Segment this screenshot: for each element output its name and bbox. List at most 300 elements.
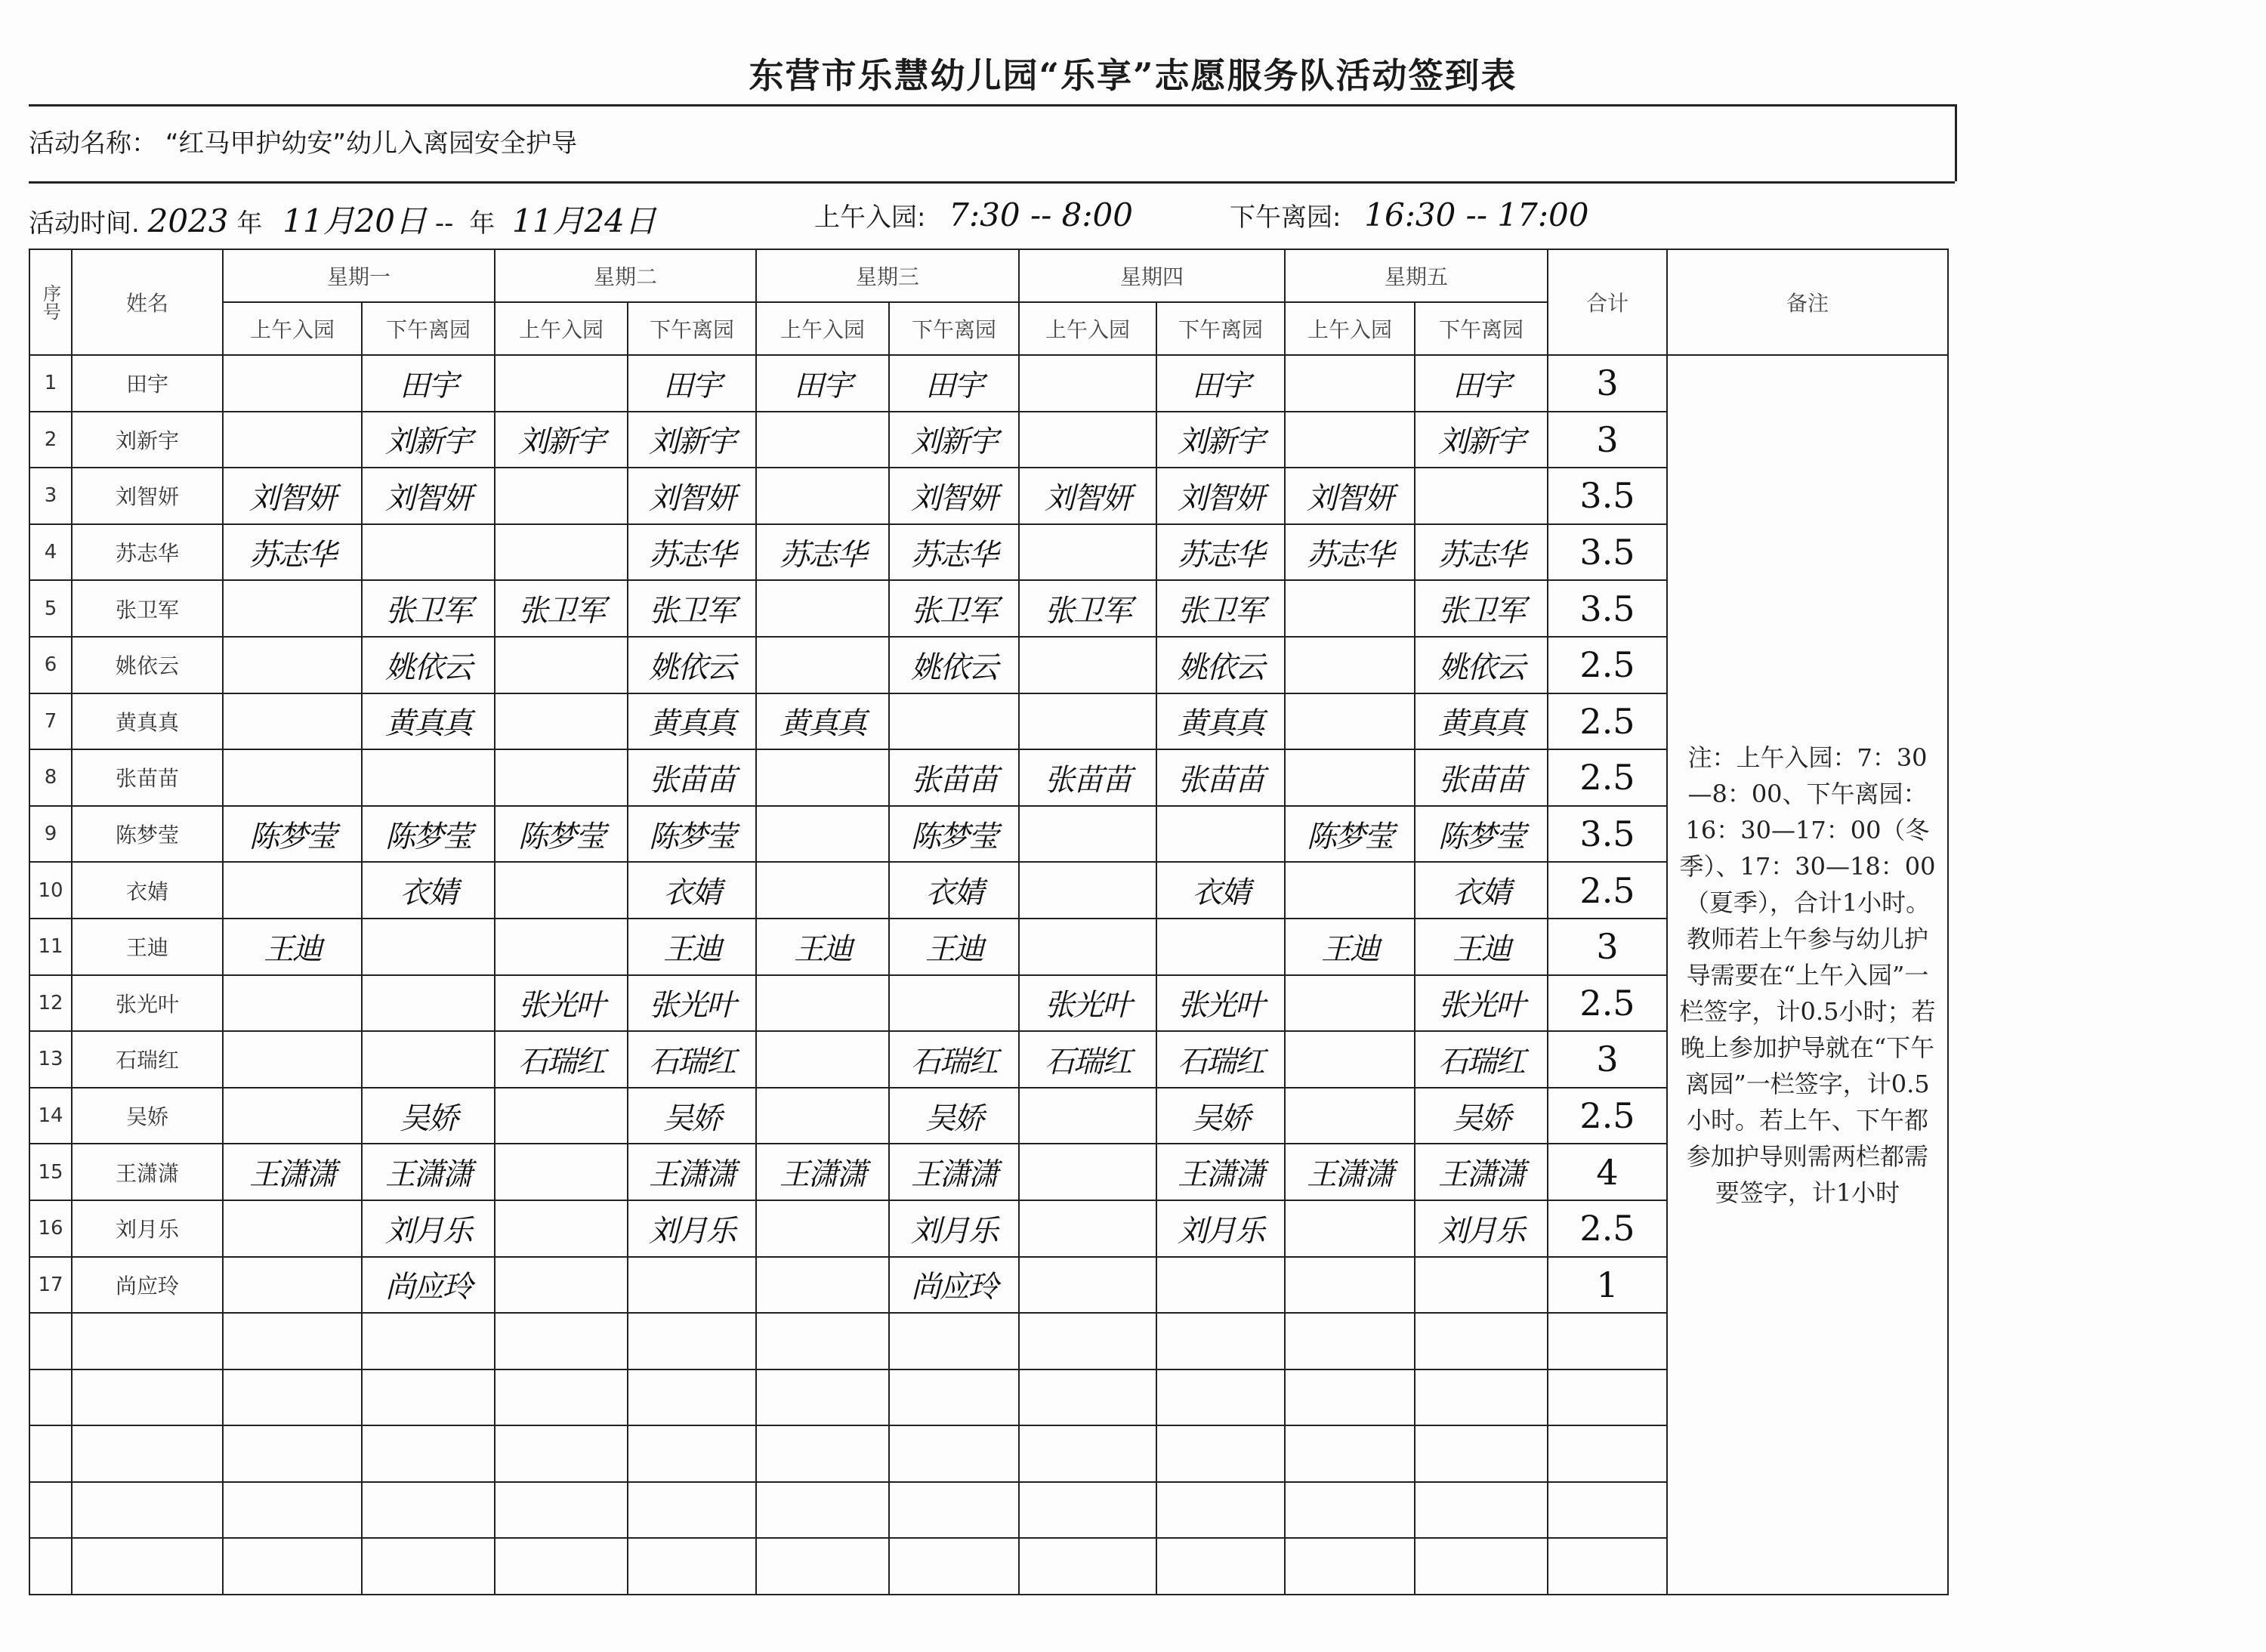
signature-cell: 刘智妍 [1019,468,1156,524]
signature-cell [223,1257,362,1314]
empty-cell [889,1313,1019,1369]
empty-cell [1156,1482,1285,1539]
signature-cell: 张卫军 [362,580,495,637]
volunteer-name: 张卫军 [72,580,223,637]
empty-cell [1415,1425,1548,1482]
table-row [29,1088,1948,1144]
empty-cell [628,1313,756,1369]
pm-departure-time [1230,196,1588,233]
signature-cell [1019,806,1156,863]
pm-departure-label: 下午离园: [1230,202,1341,233]
empty-cell [223,1313,362,1369]
page-title: 东营市乐慧幼儿园“乐享”志愿服务队活动签到表 [749,55,1517,96]
signature-cell: 苏志华 [1415,524,1548,581]
signature-cell: 田宇 [628,355,756,412]
empty-cell [1548,1538,1667,1595]
signature-cell: 吴娇 [1156,1088,1285,1144]
signature-cell [1019,355,1156,412]
signature-cell: 王迪 [223,919,362,975]
activity-date-dash: -- [434,208,454,239]
am-arrival-value: 7:30 -- 8:00 [949,196,1133,233]
signature-cell: 刘新宇 [1415,412,1548,468]
signature-cell: 刘月乐 [362,1200,495,1257]
row-number: 4 [29,524,72,581]
signature-cell: 姚依云 [889,637,1019,693]
volunteer-name: 刘智妍 [72,468,223,524]
signature-cell: 苏志华 [628,524,756,581]
table-row [29,1031,1948,1088]
row-number: 3 [29,468,72,524]
empty-cell [72,1425,223,1482]
signature-cell [1285,1200,1415,1257]
signature-cell: 衣婧 [628,862,756,919]
empty-cell [889,1482,1019,1539]
signature-cell: 姚依云 [1156,637,1285,693]
hours-total: 3 [1548,919,1667,975]
empty-cell [889,1425,1019,1482]
signature-cell: 张苗苗 [1019,749,1156,806]
signature-cell [756,580,889,637]
signature-cell: 苏志华 [223,524,362,581]
signature-cell [1415,468,1548,524]
signature-cell [362,919,495,975]
table-row [29,580,1948,637]
row-number: 15 [29,1144,72,1200]
subheader-pm-2: 下午离园 [628,302,756,355]
signature-cell: 衣婧 [362,862,495,919]
signature-cell: 黄真真 [628,693,756,750]
signature-cell: 张卫军 [1415,580,1548,637]
table-row [29,637,1948,693]
signature-cell [1019,524,1156,581]
signature-cell [1285,637,1415,693]
row-number: 14 [29,1088,72,1144]
hours-total: 2.5 [1548,749,1667,806]
activity-name-divider [29,181,1955,184]
subheader-am-4: 上午入园 [1019,302,1156,355]
signature-cell [756,1088,889,1144]
signature-cell: 陈梦莹 [223,806,362,863]
row-number: 16 [29,1200,72,1257]
signature-cell: 刘智妍 [889,468,1019,524]
volunteer-name: 刘月乐 [72,1200,223,1257]
signature-cell [1285,693,1415,750]
row-number: 11 [29,919,72,975]
header-box-right-border [1955,104,1957,181]
am-arrival-time [814,196,1133,233]
empty-cell [1019,1313,1156,1369]
empty-cell [1019,1482,1156,1539]
empty-cell [495,1425,628,1482]
signature-cell [756,749,889,806]
signature-cell [756,412,889,468]
signature-cell: 刘新宇 [495,412,628,468]
signature-cell: 王潇潇 [1415,1144,1548,1200]
hours-total: 2.5 [1548,1088,1667,1144]
day-header-wed: 星期三 [756,249,1019,302]
volunteer-name: 尚应玲 [72,1257,223,1314]
signature-cell: 吴娇 [1415,1088,1548,1144]
signature-cell: 王潇潇 [1156,1144,1285,1200]
signature-cell [495,1200,628,1257]
subheader-am-5: 上午入园 [1285,302,1415,355]
table-row [29,1200,1948,1257]
signature-cell: 刘月乐 [889,1200,1019,1257]
signature-cell: 刘新宇 [362,412,495,468]
row-number: 12 [29,975,72,1032]
empty-cell [1285,1425,1415,1482]
signature-cell [223,412,362,468]
signature-cell: 石瑞红 [889,1031,1019,1088]
empty-row [29,1538,1948,1595]
hours-total: 2.5 [1548,637,1667,693]
signature-cell [495,468,628,524]
table-row [29,1144,1948,1200]
table-row [29,1257,1948,1314]
signature-cell [223,1200,362,1257]
signature-cell [1415,1257,1548,1314]
empty-cell [72,1482,223,1539]
empty-cell [72,1538,223,1595]
signature-cell [495,637,628,693]
volunteer-name: 王潇潇 [72,1144,223,1200]
signature-cell: 陈梦莹 [889,806,1019,863]
empty-cell [1156,1538,1285,1595]
signature-cell: 田宇 [362,355,495,412]
row-number: 7 [29,693,72,750]
signature-cell: 张卫军 [495,580,628,637]
signature-cell: 王迪 [889,919,1019,975]
remark-header: 备注 [1667,249,1948,355]
signature-cell [1285,862,1415,919]
signature-cell: 刘智妍 [223,468,362,524]
row-number: 13 [29,1031,72,1088]
subheader-pm-4: 下午离园 [1156,302,1285,355]
empty-cell [29,1369,72,1426]
signature-cell: 王潇潇 [223,1144,362,1200]
hours-total: 3.5 [1548,806,1667,863]
signature-cell [495,749,628,806]
signature-cell [223,975,362,1032]
signature-cell [1156,919,1285,975]
empty-cell [889,1369,1019,1426]
empty-cell [29,1538,72,1595]
empty-cell [1285,1313,1415,1369]
signature-cell [756,862,889,919]
signature-cell: 张光叶 [1415,975,1548,1032]
signature-cell: 刘新宇 [1156,412,1285,468]
signature-cell [495,1088,628,1144]
signature-cell: 黄真真 [756,693,889,750]
top-border [29,104,1955,107]
signature-cell [223,1031,362,1088]
signature-cell [495,862,628,919]
hours-total: 3.5 [1548,580,1667,637]
signature-cell [756,1200,889,1257]
signature-cell: 石瑞红 [1156,1031,1285,1088]
hours-total: 3.5 [1548,468,1667,524]
volunteer-name: 姚依云 [72,637,223,693]
empty-row [29,1482,1948,1539]
signature-cell: 衣婧 [889,862,1019,919]
signature-cell: 刘智妍 [1285,468,1415,524]
signature-cell: 张卫军 [889,580,1019,637]
table-row [29,919,1948,975]
row-number: 5 [29,580,72,637]
row-number: 8 [29,749,72,806]
empty-cell [72,1369,223,1426]
signature-cell [362,749,495,806]
empty-cell [495,1538,628,1595]
signature-cell [362,524,495,581]
signature-cell: 张苗苗 [1415,749,1548,806]
signature-cell [889,693,1019,750]
volunteer-name: 吴娇 [72,1088,223,1144]
signature-cell [223,862,362,919]
signature-cell [1285,412,1415,468]
empty-cell [72,1313,223,1369]
empty-cell [756,1482,889,1539]
signature-cell [223,749,362,806]
activity-time-label: 活动时间. [29,208,140,239]
signature-cell [756,1031,889,1088]
activity-start-date: 11月20日 [282,202,428,239]
signature-cell [1019,1257,1156,1314]
signature-cell [495,919,628,975]
signature-cell: 尚应玲 [889,1257,1019,1314]
signature-cell: 王迪 [1415,919,1548,975]
signature-cell: 陈梦莹 [1285,806,1415,863]
empty-cell [1415,1369,1548,1426]
signature-cell: 衣婧 [1415,862,1548,919]
empty-cell [29,1482,72,1539]
signature-cell [495,693,628,750]
signature-cell: 陈梦莹 [1415,806,1548,863]
signature-cell: 王潇潇 [889,1144,1019,1200]
signature-cell: 张苗苗 [889,749,1019,806]
signature-cell: 张光叶 [1156,975,1285,1032]
table-row [29,524,1948,581]
empty-cell [362,1538,495,1595]
empty-cell [1285,1538,1415,1595]
signature-cell [495,524,628,581]
signature-cell [1019,862,1156,919]
signature-cell: 王潇潇 [1285,1144,1415,1200]
empty-cell [628,1425,756,1482]
subheader-am-2: 上午入园 [495,302,628,355]
hours-total: 2.5 [1548,975,1667,1032]
activity-name-row [29,122,577,159]
empty-cell [495,1313,628,1369]
table-row [29,806,1948,863]
signature-cell [756,637,889,693]
signature-cell: 张苗苗 [628,749,756,806]
empty-row [29,1369,1948,1426]
signature-cell [1019,1088,1156,1144]
signature-cell: 苏志华 [756,524,889,581]
volunteer-name: 石瑞红 [72,1031,223,1088]
signature-cell [495,1144,628,1200]
row-number: 9 [29,806,72,863]
name-header: 姓名 [72,249,223,355]
signature-cell: 姚依云 [1415,637,1548,693]
signature-cell [1019,919,1156,975]
signature-cell [756,1257,889,1314]
signature-cell [362,1031,495,1088]
empty-cell [889,1538,1019,1595]
signature-cell: 刘新宇 [628,412,756,468]
signature-cell [1156,806,1285,863]
table-row [29,749,1948,806]
signature-cell [1285,1257,1415,1314]
empty-cell [756,1313,889,1369]
empty-row [29,1313,1948,1369]
day-header-mon: 星期一 [223,249,495,302]
empty-cell [1285,1369,1415,1426]
empty-cell [1548,1425,1667,1482]
hours-total: 4 [1548,1144,1667,1200]
empty-cell [362,1369,495,1426]
day-header-thu: 星期四 [1019,249,1285,302]
signature-cell: 田宇 [1156,355,1285,412]
row-number: 17 [29,1257,72,1314]
empty-cell [223,1482,362,1539]
signature-cell [889,975,1019,1032]
empty-cell [223,1369,362,1426]
empty-row [29,1425,1948,1482]
volunteer-name: 黄真真 [72,693,223,750]
signature-cell: 苏志华 [1285,524,1415,581]
signature-cell [362,975,495,1032]
signature-cell: 吴娇 [362,1088,495,1144]
signature-cell: 石瑞红 [1019,1031,1156,1088]
seq-header: 序号 [29,249,72,355]
signature-cell: 吴娇 [628,1088,756,1144]
subheader-pm-3: 下午离园 [889,302,1019,355]
signature-cell: 王潇潇 [362,1144,495,1200]
signature-cell [756,975,889,1032]
activity-year-unit: 年 [236,208,263,239]
day-header-tue: 星期二 [495,249,756,302]
signature-cell [756,468,889,524]
activity-time [29,196,656,242]
subheader-pm-1: 下午离园 [362,302,495,355]
hours-total: 2.5 [1548,693,1667,750]
signature-cell: 王迪 [1285,919,1415,975]
empty-cell [1156,1425,1285,1482]
signature-cell [495,355,628,412]
hours-total: 3 [1548,412,1667,468]
signature-cell [223,693,362,750]
signature-cell [1285,975,1415,1032]
subheader-am-3: 上午入园 [756,302,889,355]
signature-cell [1285,1031,1415,1088]
empty-cell [362,1425,495,1482]
empty-cell [756,1369,889,1426]
empty-cell [756,1538,889,1595]
signature-cell [1285,580,1415,637]
signature-cell: 张苗苗 [1156,749,1285,806]
signature-cell: 黄真真 [1415,693,1548,750]
signature-cell: 张卫军 [1156,580,1285,637]
signature-cell: 王潇潇 [628,1144,756,1200]
day-header-fri: 星期五 [1285,249,1548,302]
hours-total: 2.5 [1548,1200,1667,1257]
empty-cell [1548,1313,1667,1369]
signature-cell: 黄真真 [362,693,495,750]
empty-cell [1415,1538,1548,1595]
signature-cell [1156,1257,1285,1314]
signature-cell: 张光叶 [628,975,756,1032]
activity-end-year-unit: 年 [469,208,495,239]
signature-cell: 姚依云 [628,637,756,693]
activity-name-label: 活动名称： [29,128,157,159]
signature-cell [1019,412,1156,468]
empty-cell [628,1482,756,1539]
table-row [29,693,1948,750]
signature-cell [495,1257,628,1314]
empty-cell [362,1313,495,1369]
signature-cell: 刘智妍 [628,468,756,524]
signature-cell: 石瑞红 [495,1031,628,1088]
signature-cell: 张光叶 [1019,975,1156,1032]
volunteer-name: 张光叶 [72,975,223,1032]
volunteer-name: 王迪 [72,919,223,975]
table-row [29,412,1948,468]
empty-cell [1156,1369,1285,1426]
signature-cell: 王迪 [628,919,756,975]
row-number: 1 [29,355,72,412]
am-arrival-label: 上午入园: [814,202,926,233]
hours-total: 3.5 [1548,524,1667,581]
pm-departure-value: 16:30 -- 17:00 [1364,196,1589,233]
signature-cell: 张卫军 [1019,580,1156,637]
signature-cell [1285,749,1415,806]
signature-cell: 田宇 [756,355,889,412]
signature-cell [1019,1144,1156,1200]
subheader-pm-5: 下午离园 [1415,302,1548,355]
activity-end-date: 11月24日 [512,202,656,239]
signature-cell: 刘智妍 [362,468,495,524]
empty-cell [1548,1369,1667,1426]
signature-cell [223,355,362,412]
empty-cell [756,1425,889,1482]
empty-cell [1415,1313,1548,1369]
hours-total: 1 [1548,1257,1667,1314]
empty-cell [628,1538,756,1595]
empty-cell [1156,1313,1285,1369]
row-number: 10 [29,862,72,919]
volunteer-name: 张苗苗 [72,749,223,806]
table-row [29,975,1948,1032]
signature-cell: 陈梦莹 [628,806,756,863]
signature-cell [1019,693,1156,750]
sign-in-table [29,249,1949,1595]
signature-cell: 刘月乐 [1415,1200,1548,1257]
activity-name-value: “红马甲护幼安”幼儿入离园安全护导 [165,128,578,159]
empty-cell [1019,1425,1156,1482]
signature-cell [223,1088,362,1144]
volunteer-name: 刘新宇 [72,412,223,468]
signature-cell [223,580,362,637]
signature-cell: 刘月乐 [628,1200,756,1257]
signature-cell: 苏志华 [1156,524,1285,581]
signature-cell: 刘月乐 [1156,1200,1285,1257]
volunteer-name: 田宇 [72,355,223,412]
signature-cell [1285,355,1415,412]
empty-cell [29,1425,72,1482]
signature-cell [628,1257,756,1314]
